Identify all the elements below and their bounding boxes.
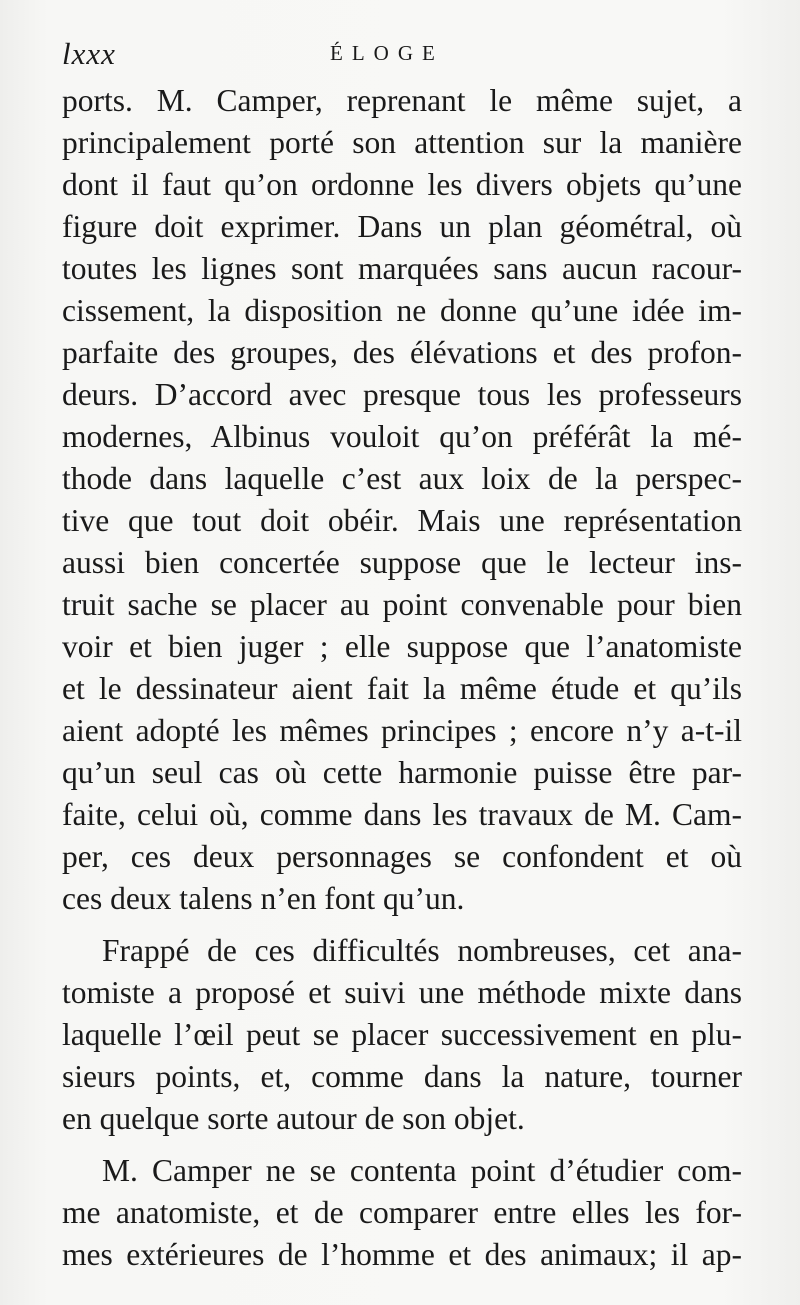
- text-line: ces deux talens n’en font qu’un.: [62, 881, 465, 916]
- text-line: mes extérieures de l’homme et des animaux; il ap-: [62, 1237, 742, 1272]
- text-line: sieurs points, et, comme dans la nature, tourner: [62, 1059, 742, 1094]
- text-line: per, ces deux personnages se confondent et où: [62, 839, 742, 874]
- running-head: [0, 36, 800, 76]
- paragraph-gap: [62, 1140, 742, 1150]
- text-line: parfaite des groupes, des élévations et des profon-: [62, 335, 742, 370]
- text-line: cissement, la disposition ne donne qu’une idée im-: [62, 293, 742, 328]
- text-line: deurs. D’accord avec presque tous les professeurs: [62, 377, 742, 412]
- paragraph-gap: [62, 920, 742, 930]
- page-number: lxxx: [62, 36, 116, 71]
- text-line: principalement porté son attention sur la manière: [62, 125, 742, 160]
- text-line: et le dessinateur aient fait la même étude et qu’ils: [62, 671, 742, 706]
- text-line: aussi bien concertée suppose que le lecteur ins-: [62, 545, 742, 580]
- text-line: aient adopté les mêmes principes ; encore n’y a-t-il: [62, 713, 742, 748]
- paragraph-2: [62, 930, 742, 1140]
- text-line: Frappé de ces difficultés nombreuses, cet ana-: [102, 933, 742, 968]
- text-line: me anatomiste, et de comparer entre elles les for-: [62, 1195, 742, 1230]
- body-text: [62, 80, 742, 1276]
- text-line: tomiste a proposé et suivi une méthode mixte dans: [62, 975, 742, 1010]
- text-line: tive que tout doit obéir. Mais une représentation: [62, 503, 742, 538]
- text-line: figure doit exprimer. Dans un plan géométral, où: [62, 209, 742, 244]
- text-line: voir et bien juger ; elle suppose que l’anatomiste: [62, 629, 742, 664]
- text-line: qu’un seul cas où cette harmonie puisse être par-: [62, 755, 742, 790]
- text-line: truit sache se placer au point convenable pour bien: [62, 587, 742, 622]
- text-line: toutes les lignes sont marquées sans aucun racour-: [62, 251, 742, 286]
- text-line: M. Camper ne se contenta point d’étudier com-: [102, 1153, 742, 1188]
- paragraph-1: [62, 80, 742, 920]
- text-line: en quelque sorte autour de son objet.: [62, 1101, 525, 1136]
- text-line: laquelle l’œil peut se placer successivement en plu-: [62, 1017, 742, 1052]
- text-line: thode dans laquelle c’est aux loix de la perspec-: [62, 461, 742, 496]
- text-line: modernes, Albinus vouloit qu’on préférât la mé-: [62, 419, 742, 454]
- running-title: ÉLOGE: [330, 41, 444, 65]
- paragraph-3: [62, 1150, 742, 1276]
- text-line: faite, celui où, comme dans les travaux de M. Cam-: [62, 797, 742, 832]
- text-line: dont il faut qu’on ordonne les divers objets qu’une: [62, 167, 742, 202]
- text-line: ports. M. Camper, reprenant le même sujet, a: [62, 83, 742, 118]
